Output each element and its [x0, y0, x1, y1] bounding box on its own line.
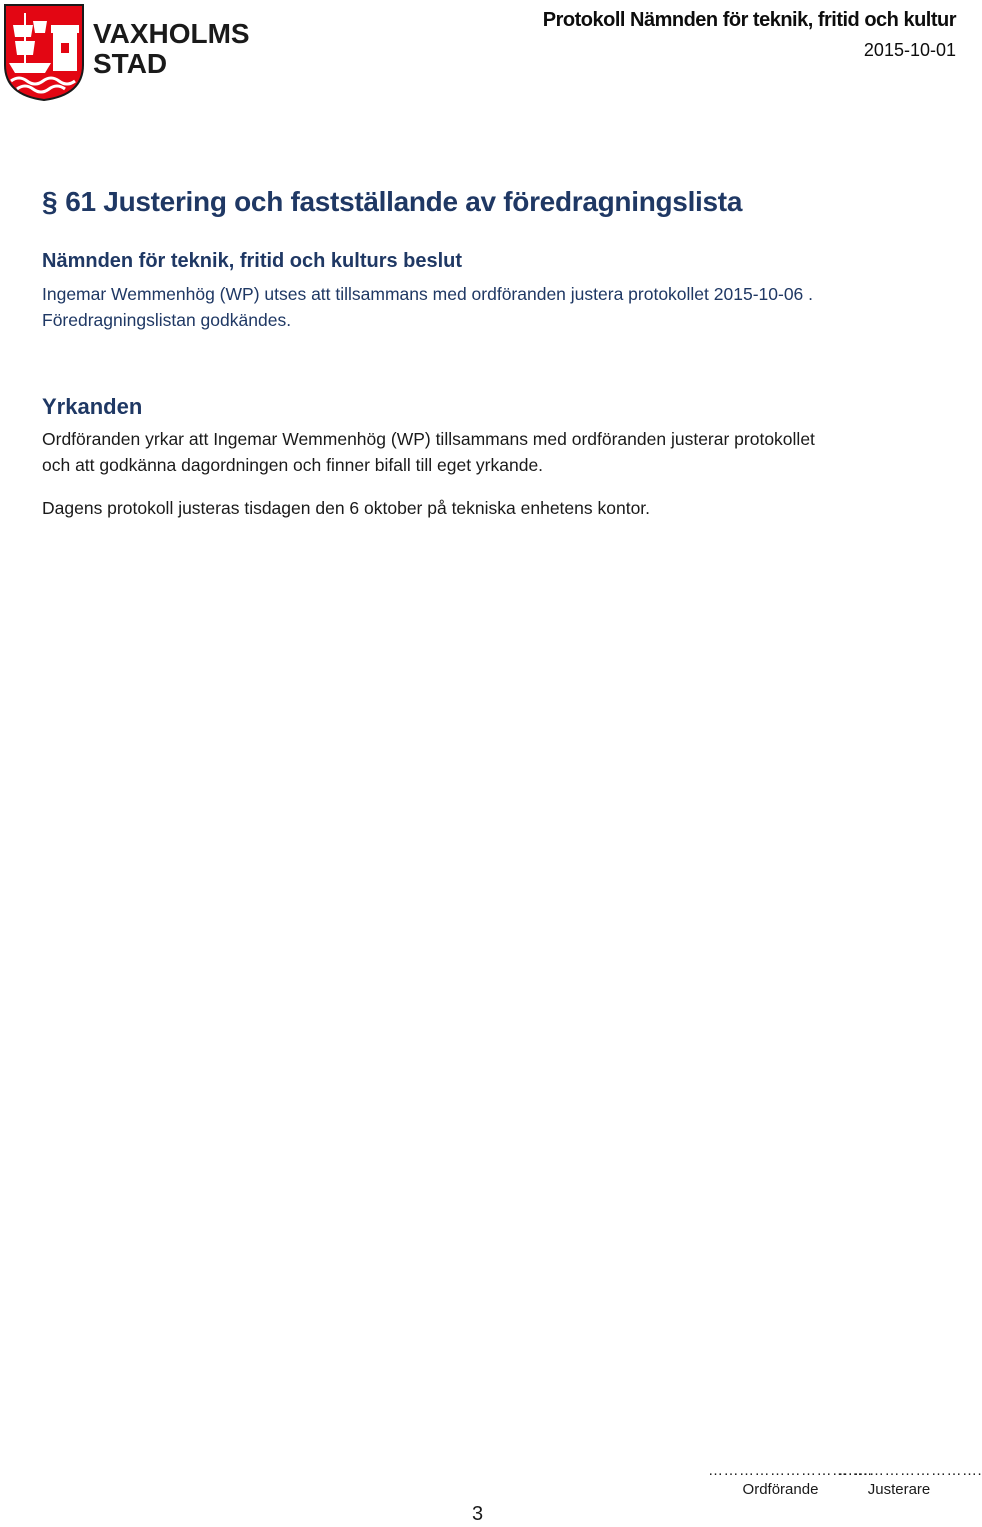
- logo-text-line1: VAXHOLMS: [93, 18, 250, 49]
- decision-text: [42, 281, 942, 333]
- chair-signature: [708, 1462, 873, 1498]
- document-date: 2015-10-01: [863, 40, 956, 60]
- coat-of-arms-icon: [5, 5, 83, 100]
- decision-heading: Nämnden för teknik, fritid och kulturs beslut: [42, 250, 463, 272]
- claims-text-line2: och att godkänna dagordningen och finner bifall till eget yrkande.: [42, 455, 544, 475]
- section-heading: [42, 186, 742, 218]
- chair-signature-line: …………………………..: [708, 1462, 873, 1479]
- decision-text-line2: Föredragningslistan godkändes.: [42, 310, 292, 330]
- vaxholms-stad-logo: [3, 3, 253, 101]
- page-number: 3: [472, 1503, 484, 1525]
- claims-text: [42, 426, 942, 478]
- adjuster-signature-line: ……………………….: [838, 1462, 982, 1479]
- document-title: Protokoll Nämnden för teknik, fritid och kultur: [542, 9, 956, 31]
- section-title: 61 Justering och fastställande av föredragningslista: [65, 186, 743, 217]
- paragraph-symbol: §: [42, 186, 58, 217]
- adjuster-signature: [838, 1462, 982, 1498]
- adjuster-label: Justerare: [867, 1481, 931, 1498]
- claims-text-line1: Ordföranden yrkar att Ingemar Wemmenhög (WP) tillsammans med ordföranden justerar protokollet: [42, 429, 815, 449]
- adjustment-text: Dagens protokoll justeras tisdagen den 6 oktober på tekniska enhetens kontor.: [42, 498, 651, 518]
- decision-text-line1: Ingemar Wemmenhög (WP) utses att tillsammans med ordföranden justera protokollet 2015-10-06 .: [42, 284, 814, 304]
- logo-text-line2: STAD: [93, 48, 168, 79]
- claims-heading: Yrkanden: [42, 394, 143, 419]
- chair-label: Ordförande: [742, 1481, 819, 1498]
